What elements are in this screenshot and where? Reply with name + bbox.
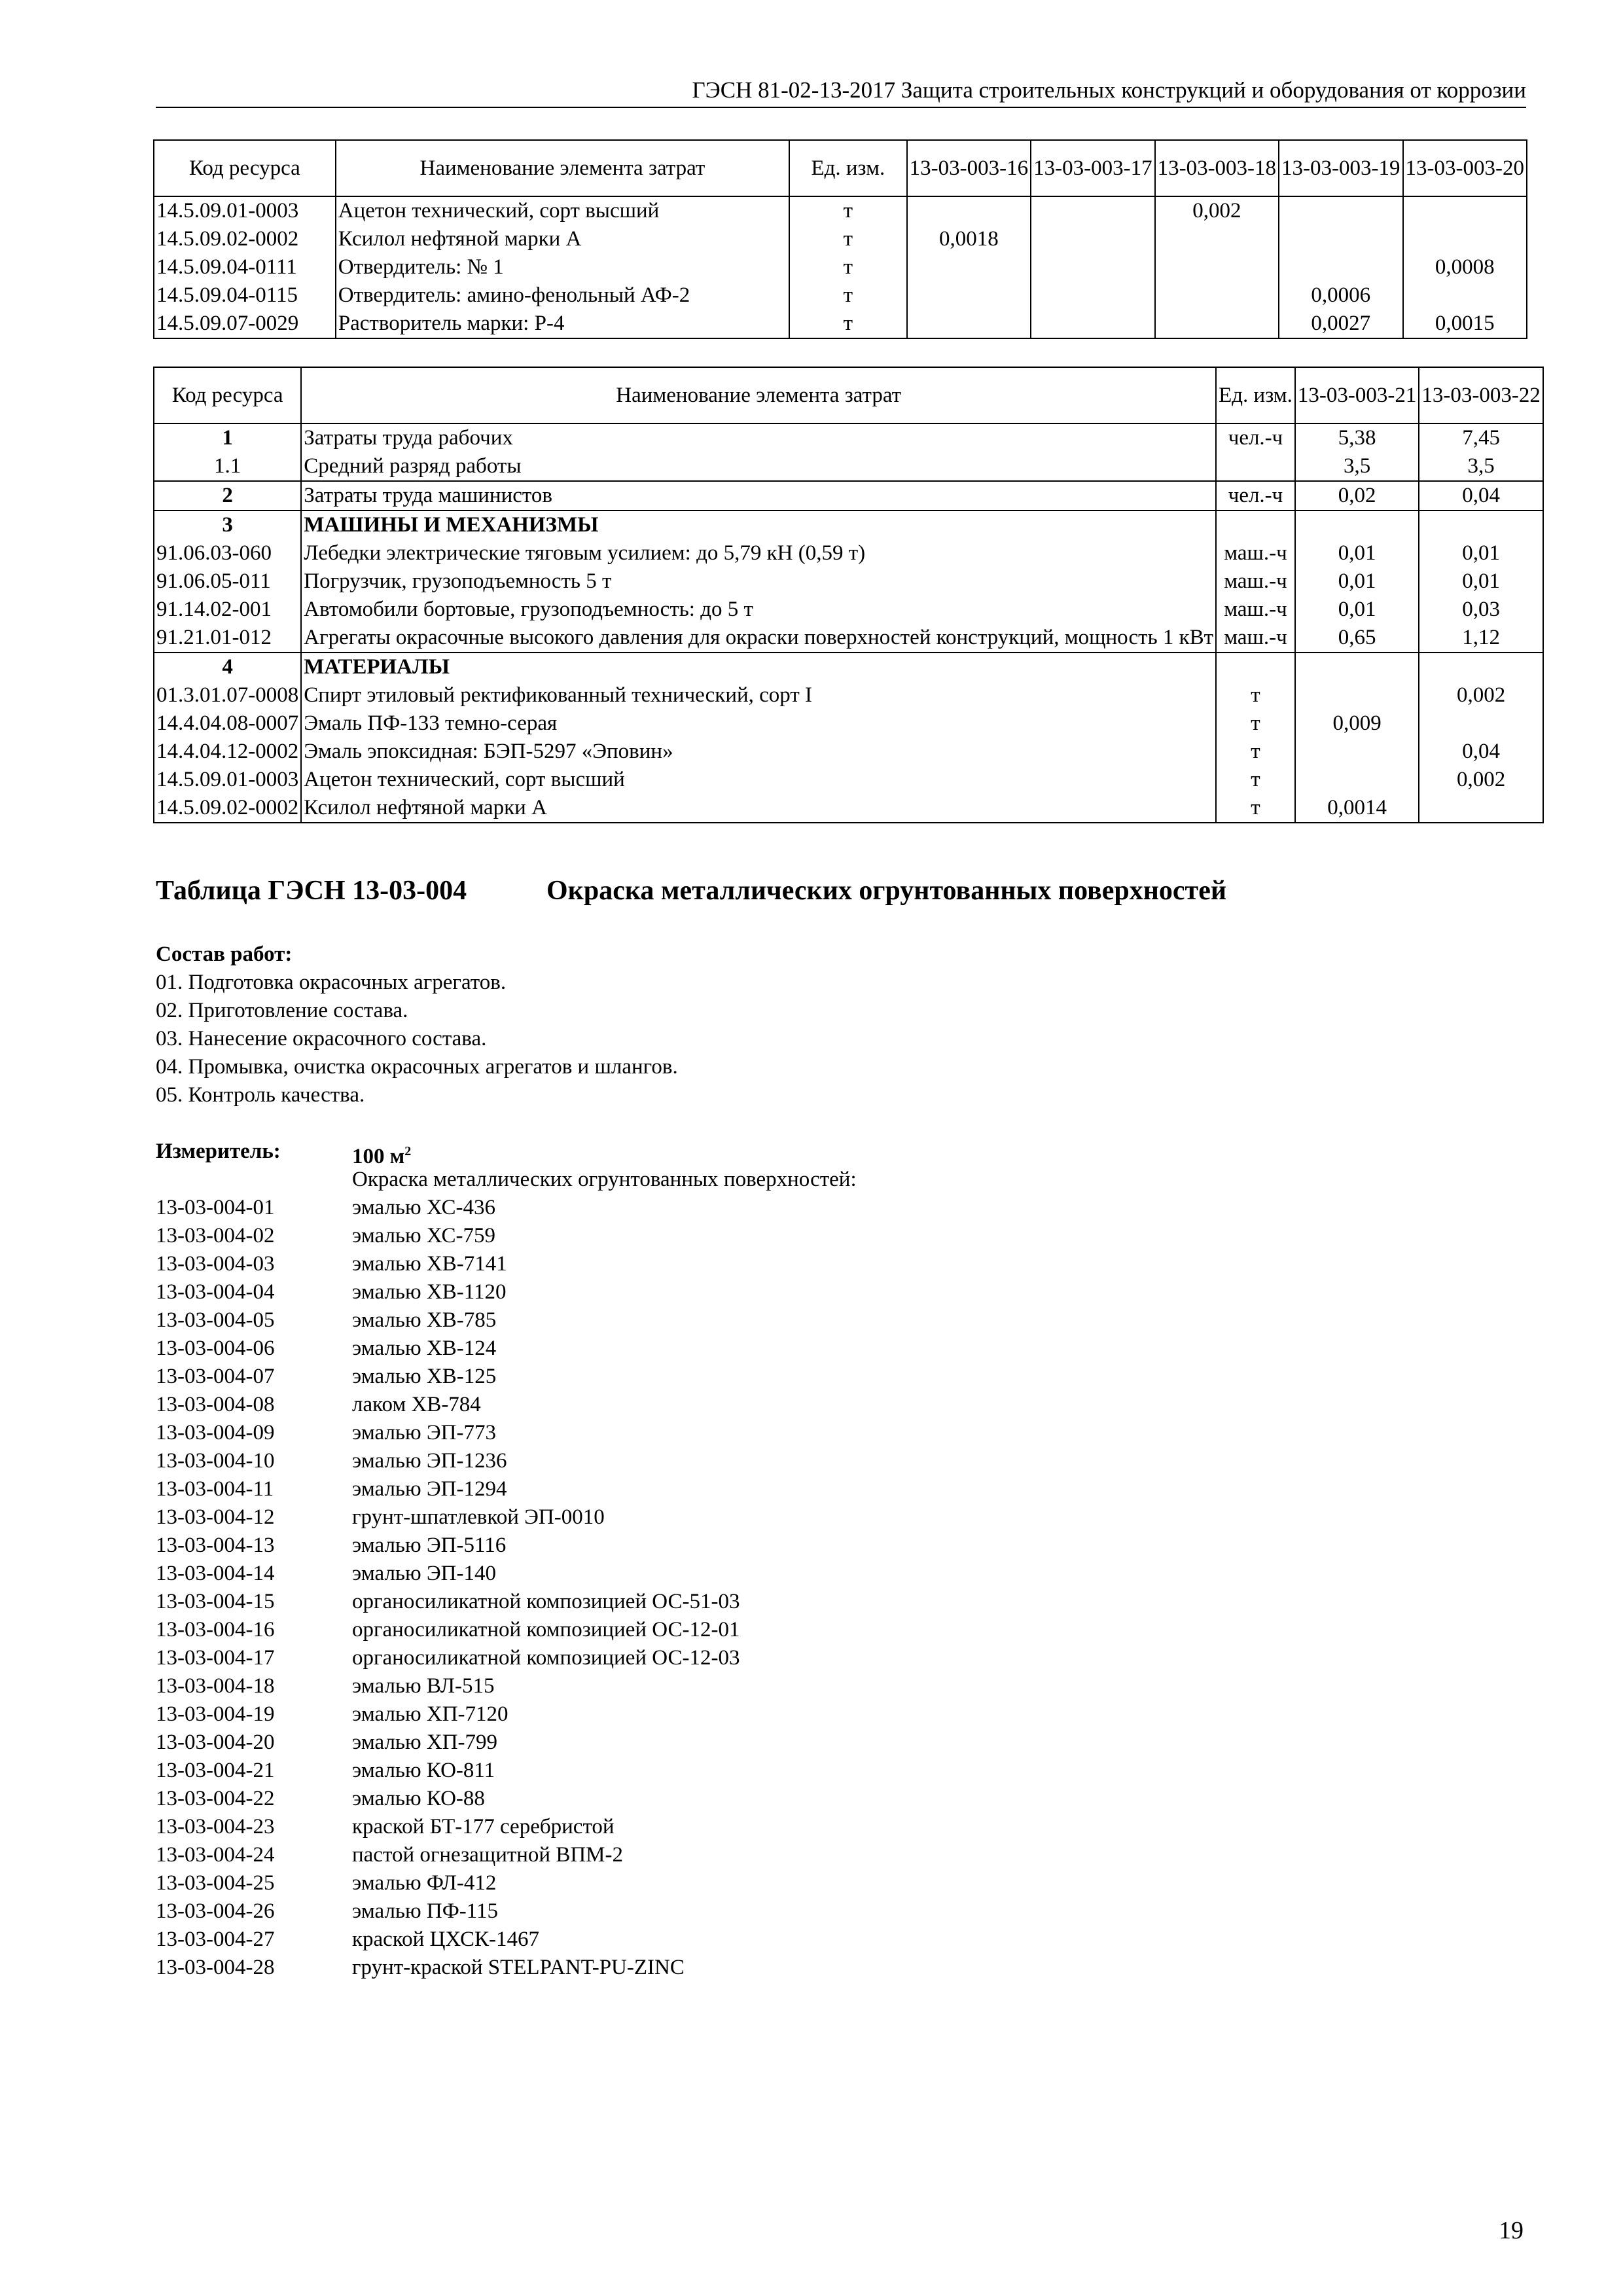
- value-cell: [907, 281, 1031, 310]
- value-cell: [1419, 511, 1543, 539]
- resource-name: Ксилол нефтяной марки А: [336, 225, 789, 253]
- item-description: эмалью ХП-799: [352, 1731, 498, 1754]
- table-row: [154, 766, 1543, 794]
- table-row: [154, 567, 1543, 596]
- table-number: Таблица ГЭСН 13-03-004: [156, 876, 467, 906]
- table-row: [154, 709, 1543, 738]
- value-cell: 5,38: [1295, 423, 1419, 452]
- unit: т: [789, 281, 907, 310]
- value-cell: 0,002: [1155, 196, 1279, 225]
- item-description: лаком ХВ-784: [352, 1393, 481, 1416]
- value-cell: 0,65: [1295, 624, 1419, 653]
- unit: чел.-ч: [1216, 423, 1295, 452]
- column-header: Ед. изм.: [789, 140, 907, 196]
- item-description: эмалью КО-811: [352, 1759, 495, 1782]
- item-code: 13-03-004-24: [156, 1843, 275, 1867]
- item-code: 13-03-004-14: [156, 1562, 275, 1585]
- value-cell: 1,12: [1419, 624, 1543, 653]
- resource-code: 91.14.02-001: [154, 596, 301, 624]
- item-code: 13-03-004-27: [156, 1928, 275, 1951]
- table-row: [154, 738, 1543, 766]
- unit: т: [1216, 681, 1295, 709]
- value-cell: [1419, 794, 1543, 823]
- value-cell: [907, 253, 1031, 281]
- table-header-row: [154, 367, 1543, 423]
- column-header: Ед. изм.: [1216, 367, 1295, 423]
- column-header: 13-03-003-18: [1155, 140, 1279, 196]
- item-description: грунт-краской STELPANT-PU-ZINC: [352, 1956, 685, 1979]
- item-code: 13-03-004-26: [156, 1899, 275, 1923]
- item-code: 13-03-004-16: [156, 1618, 275, 1641]
- resource-code: 01.3.01.07-0008: [154, 681, 301, 709]
- unit: т: [789, 310, 907, 338]
- unit: чел.-ч: [1216, 481, 1295, 511]
- item-code: 13-03-004-02: [156, 1224, 275, 1247]
- column-header: Код ресурса: [154, 140, 336, 196]
- value-cell: [907, 310, 1031, 338]
- value-cell: [1279, 225, 1402, 253]
- table-row: [154, 281, 1527, 310]
- table-name: Окраска металлических огрунтованных поверхностей: [546, 876, 1227, 906]
- meter-value: 100 $м^2$: [352, 1144, 412, 1168]
- table-row: [154, 539, 1543, 567]
- table-row: [154, 596, 1543, 624]
- value-cell: 0,01: [1419, 567, 1543, 596]
- column-header: 13-03-003-22: [1419, 367, 1543, 423]
- table-row: [154, 310, 1527, 338]
- unit: [1216, 653, 1295, 681]
- value-cell: 0,01: [1295, 567, 1419, 596]
- resource-table-2: [153, 367, 1544, 823]
- resource-code: 1.1: [154, 452, 301, 481]
- table-row: [154, 452, 1543, 481]
- resource-name: Лебедки электрические тяговым усилием: до 5,79 кН (0,59 т): [301, 539, 1216, 567]
- item-description: органосиликатной композицией ОС-12-01: [352, 1618, 740, 1641]
- resource-code: 91.21.01-012: [154, 624, 301, 653]
- item-description: эмалью ХВ-785: [352, 1308, 497, 1332]
- value-cell: 0,04: [1419, 481, 1543, 511]
- item-description: эмалью ХВ-7141: [352, 1252, 507, 1276]
- works-composition: [156, 941, 678, 1109]
- value-cell: 0,0015: [1403, 310, 1527, 338]
- item-code: 13-03-004-07: [156, 1365, 275, 1388]
- unit: т: [789, 225, 907, 253]
- resource-code: 91.06.05-011: [154, 567, 301, 596]
- item-description: эмалью ХС-759: [352, 1224, 495, 1247]
- works-heading: Состав работ:: [156, 942, 293, 966]
- item-description: эмалью ХВ-125: [352, 1365, 497, 1388]
- resource-name: Средний разряд работы: [301, 452, 1216, 481]
- item-description: эмалью ХВ-1120: [352, 1280, 507, 1304]
- resource-code: 1: [154, 423, 301, 452]
- table-row: [154, 794, 1543, 823]
- item-description: эмалью ХП-7120: [352, 1702, 508, 1726]
- list-item: 02. Приготовление состава.: [156, 999, 408, 1022]
- resource-name: Отвердитель: амино-фенольный АФ-2: [336, 281, 789, 310]
- value-cell: [1031, 196, 1154, 225]
- section-heading: МАШИНЫ И МЕХАНИЗМЫ: [301, 511, 1216, 539]
- value-cell: [1295, 653, 1419, 681]
- item-code: 13-03-004-20: [156, 1731, 275, 1754]
- item-description: грунт-шпатлевкой ЭП-0010: [352, 1505, 605, 1529]
- value-cell: 0,0014: [1295, 794, 1419, 823]
- resource-name: Ксилол нефтяной марки А: [301, 794, 1216, 823]
- unit: т: [1216, 738, 1295, 766]
- page-number: 19: [1499, 2217, 1524, 2244]
- value-cell: 0,04: [1419, 738, 1543, 766]
- item-code: 13-03-004-15: [156, 1590, 275, 1613]
- item-description: органосиликатной композицией ОС-12-03: [352, 1646, 740, 1670]
- value-cell: 0,009: [1295, 709, 1419, 738]
- item-code: 13-03-004-08: [156, 1393, 275, 1416]
- resource-code: 2: [154, 481, 301, 511]
- unit: т: [1216, 766, 1295, 794]
- unit: маш.-ч: [1216, 624, 1295, 653]
- resource-code: 14.5.09.01-0003: [154, 766, 301, 794]
- item-description: эмалью ЭП-1294: [352, 1477, 507, 1501]
- item-code: 13-03-004-22: [156, 1787, 275, 1810]
- resource-name: Спирт этиловый ректификованный технический, сорт I: [301, 681, 1216, 709]
- resource-code: 14.5.09.02-0002: [154, 225, 336, 253]
- unit: т: [789, 196, 907, 225]
- table-row: [154, 253, 1527, 281]
- unit: т: [1216, 794, 1295, 823]
- value-cell: 0,01: [1295, 596, 1419, 624]
- item-code: 13-03-004-19: [156, 1702, 275, 1726]
- value-cell: [1295, 681, 1419, 709]
- value-cell: 0,002: [1419, 766, 1543, 794]
- item-code: 13-03-004-03: [156, 1252, 275, 1276]
- item-code: 13-03-004-04: [156, 1280, 275, 1304]
- table-row: [154, 624, 1543, 653]
- value-cell: [1155, 225, 1279, 253]
- column-header: Наименование элемента затрат: [336, 140, 789, 196]
- unit: маш.-ч: [1216, 567, 1295, 596]
- value-cell: 0,0008: [1403, 253, 1527, 281]
- item-description: краской БТ-177 серебристой: [352, 1815, 615, 1839]
- item-code: 13-03-004-21: [156, 1759, 275, 1782]
- item-code: 13-03-004-23: [156, 1815, 275, 1839]
- value-cell: 0,0018: [907, 225, 1031, 253]
- table-row: [154, 196, 1527, 225]
- value-cell: [1419, 653, 1543, 681]
- value-cell: [1155, 281, 1279, 310]
- value-cell: 0,0027: [1279, 310, 1402, 338]
- item-code: 13-03-004-18: [156, 1674, 275, 1698]
- unit: т: [789, 253, 907, 281]
- resource-name: Автомобили бортовые, грузоподъемность: до 5 т: [301, 596, 1216, 624]
- resource-code: 14.4.04.12-0002: [154, 738, 301, 766]
- resource-code: 14.5.09.02-0002: [154, 794, 301, 823]
- resource-name: Ацетон технический, сорт высший: [336, 196, 789, 225]
- value-cell: [1031, 281, 1154, 310]
- value-cell: 0,01: [1295, 539, 1419, 567]
- column-header: 13-03-003-17: [1031, 140, 1154, 196]
- column-header: Код ресурса: [154, 367, 301, 423]
- item-description: органосиликатной композицией ОС-51-03: [352, 1590, 740, 1613]
- item-description: эмалью ПФ-115: [352, 1899, 499, 1923]
- item-description: эмалью ЭП-773: [352, 1421, 496, 1444]
- resource-name: Эмаль эпоксидная: БЭП-5297 «Эповин»: [301, 738, 1216, 766]
- list-item: 04. Промывка, очистка окрасочных агрегатов и шлангов.: [156, 1055, 678, 1079]
- column-header: Наименование элемента затрат: [301, 367, 1216, 423]
- value-cell: [1295, 511, 1419, 539]
- table-row: [154, 653, 1543, 681]
- list-item: 05. Контроль качества.: [156, 1083, 365, 1107]
- item-description: краской ЦХСК-1467: [352, 1928, 540, 1951]
- resource-name: Растворитель марки: Р-4: [336, 310, 789, 338]
- item-code: 13-03-004-13: [156, 1534, 275, 1557]
- list-item: 01. Подготовка окрасочных агрегатов.: [156, 971, 507, 994]
- item-description: эмалью ХС-436: [352, 1196, 495, 1219]
- meter-label: Измеритель:: [156, 1139, 281, 1163]
- value-cell: 0,03: [1419, 596, 1543, 624]
- item-code: 13-03-004-10: [156, 1449, 275, 1473]
- section-heading: МАТЕРИАЛЫ: [301, 653, 1216, 681]
- item-description: эмалью ФЛ-412: [352, 1871, 497, 1895]
- item-description: эмалью КО-88: [352, 1787, 485, 1810]
- item-code: 13-03-004-05: [156, 1308, 275, 1332]
- value-cell: [1279, 196, 1402, 225]
- column-header: 13-03-003-19: [1279, 140, 1402, 196]
- value-cell: 0,01: [1419, 539, 1543, 567]
- resource-name: Ацетон технический, сорт высший: [301, 766, 1216, 794]
- table-row: [154, 225, 1527, 253]
- resource-code: 14.5.09.04-0115: [154, 281, 336, 310]
- value-cell: [1155, 253, 1279, 281]
- value-cell: 7,45: [1419, 423, 1543, 452]
- item-code: 13-03-004-01: [156, 1196, 275, 1219]
- resource-name: Затраты труда рабочих: [301, 423, 1216, 452]
- value-cell: [1155, 310, 1279, 338]
- resource-name: Агрегаты окрасочные высокого давления для окраски поверхностей конструкций, мощность 1 кВт: [301, 624, 1216, 653]
- table-title: [156, 875, 1227, 906]
- table-row: [154, 681, 1543, 709]
- resource-code: 91.06.03-060: [154, 539, 301, 567]
- item-code: 13-03-004-11: [156, 1477, 274, 1501]
- item-description: эмалью ЭП-140: [352, 1562, 496, 1585]
- list-item: 03. Нанесение окрасочного состава.: [156, 1027, 487, 1050]
- unit: [1216, 452, 1295, 481]
- item-description: эмалью ЭП-1236: [352, 1449, 507, 1473]
- item-code: 13-03-004-06: [156, 1336, 275, 1360]
- value-cell: 0,002: [1419, 681, 1543, 709]
- column-header: 13-03-003-21: [1295, 367, 1419, 423]
- item-code: 13-03-004-17: [156, 1646, 275, 1670]
- resource-name: Отвердитель: № 1: [336, 253, 789, 281]
- value-cell: [907, 196, 1031, 225]
- resource-name: Эмаль ПФ-133 темно-серая: [301, 709, 1216, 738]
- unit: [1216, 511, 1295, 539]
- value-cell: [1403, 281, 1527, 310]
- value-cell: [1403, 225, 1527, 253]
- value-cell: [1279, 253, 1402, 281]
- resource-code: 14.5.09.01-0003: [154, 196, 336, 225]
- resource-name: Погрузчик, грузоподъемность 5 т: [301, 567, 1216, 596]
- value-cell: [1295, 766, 1419, 794]
- value-cell: [1295, 738, 1419, 766]
- value-cell: [1419, 709, 1543, 738]
- value-cell: 0,02: [1295, 481, 1419, 511]
- table-header-row: [154, 140, 1527, 196]
- resource-table-1: [153, 139, 1527, 339]
- value-cell: 3,5: [1419, 452, 1543, 481]
- value-cell: [1403, 196, 1527, 225]
- resource-code: 14.4.04.08-0007: [154, 709, 301, 738]
- item-description: эмалью ВЛ-515: [352, 1674, 495, 1698]
- value-cell: 3,5: [1295, 452, 1419, 481]
- resource-name: Затраты труда машинистов: [301, 481, 1216, 511]
- value-cell: [1031, 225, 1154, 253]
- unit: т: [1216, 709, 1295, 738]
- running-header: ГЭСН 81-02-13-2017 Защита строительных конструкций и оборудования от коррозии: [156, 74, 1526, 108]
- table-row: [154, 481, 1543, 511]
- meter-caption: Окраска металлических огрунтованных поверхностей:: [352, 1168, 857, 1191]
- table-row: [154, 423, 1543, 452]
- column-header: 13-03-003-16: [907, 140, 1031, 196]
- unit: маш.-ч: [1216, 539, 1295, 567]
- resource-code: 4: [154, 653, 301, 681]
- item-description: эмалью ХВ-124: [352, 1336, 497, 1360]
- item-description: эмалью ЭП-5116: [352, 1534, 507, 1557]
- item-code: 13-03-004-12: [156, 1505, 275, 1529]
- item-code: 13-03-004-25: [156, 1871, 275, 1895]
- item-code: 13-03-004-09: [156, 1421, 275, 1444]
- value-cell: 0,0006: [1279, 281, 1402, 310]
- value-cell: [1031, 253, 1154, 281]
- unit: маш.-ч: [1216, 596, 1295, 624]
- item-code: 13-03-004-28: [156, 1956, 275, 1979]
- value-cell: [1031, 310, 1154, 338]
- resource-code: 14.5.09.04-0111: [154, 253, 336, 281]
- table-row: [154, 511, 1543, 539]
- resource-code: 3: [154, 511, 301, 539]
- item-description: пастой огнезащитной ВПМ-2: [352, 1843, 624, 1867]
- resource-code: 14.5.09.07-0029: [154, 310, 336, 338]
- column-header: 13-03-003-20: [1403, 140, 1527, 196]
